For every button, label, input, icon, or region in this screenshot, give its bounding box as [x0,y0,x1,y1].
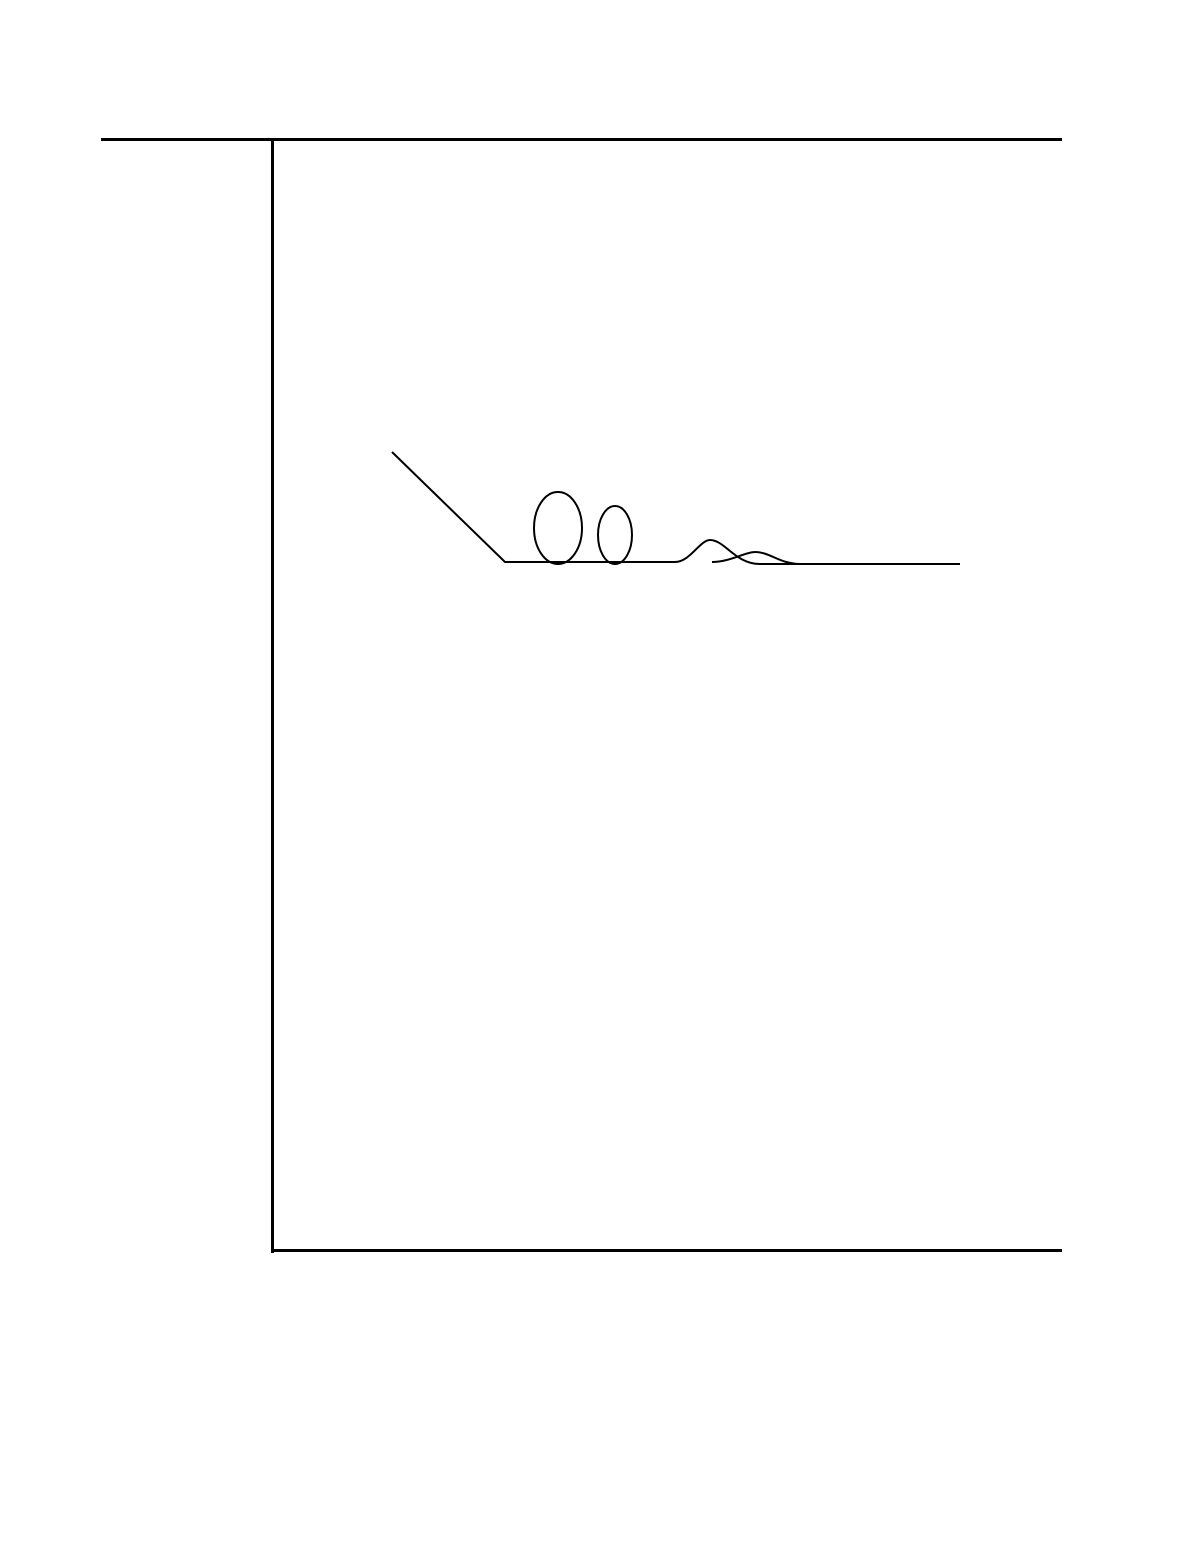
roller-coaster-energy-diagram [330,440,1030,730]
summary-rule [271,1249,1062,1252]
loop-b [534,492,582,564]
notice-list [283,801,1063,824]
roller-coaster-track [392,452,960,564]
track-line [392,452,960,564]
track-dip [712,552,800,564]
loop-c [598,506,632,564]
cue-column-rule [271,140,274,1253]
main-content [283,140,1063,162]
